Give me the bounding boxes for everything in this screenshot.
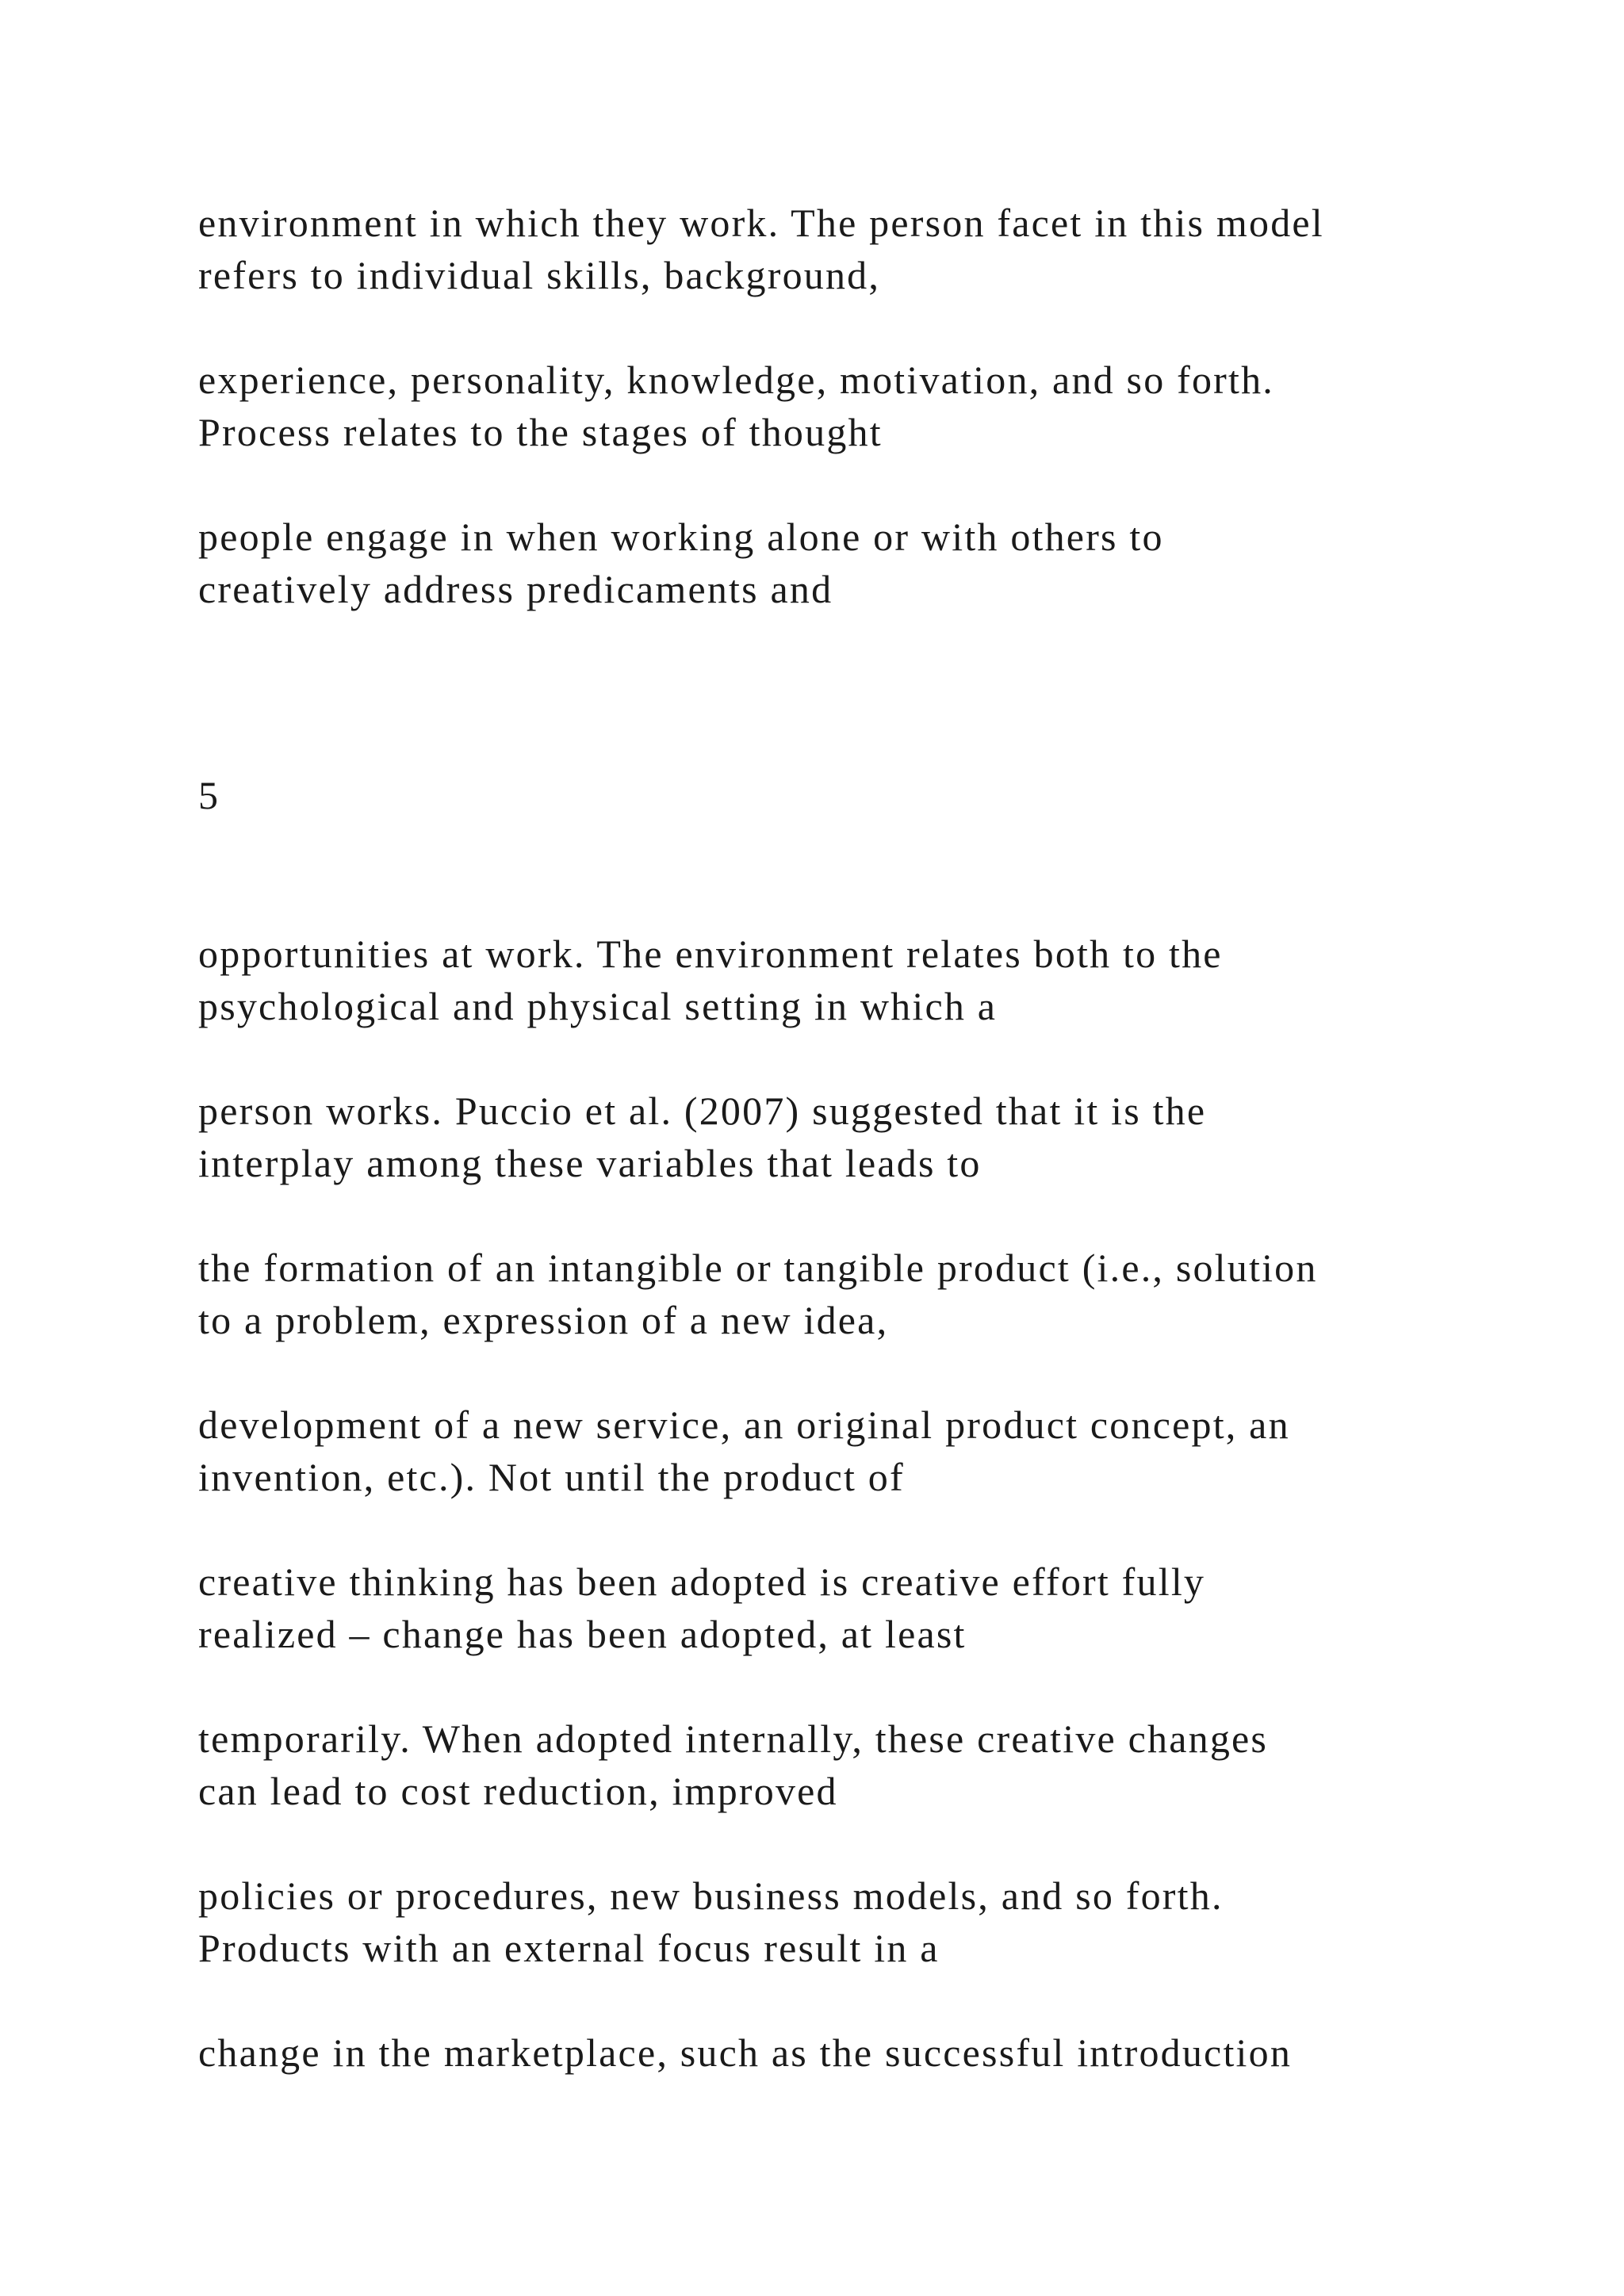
page-number: 5 [198, 773, 220, 817]
paragraph [198, 928, 1562, 1032]
text-line: to a problem, expression of a new idea, [198, 1298, 889, 1342]
text-line: policies or procedures, new business models, and so forth. [198, 1873, 1224, 1918]
text-line: psychological and physical setting in which a [198, 984, 998, 1028]
paragraph [198, 2026, 1562, 2079]
paragraph [198, 1712, 1562, 1817]
text-line: Products with an external focus result in a [198, 1926, 940, 1970]
paragraph [198, 354, 1562, 458]
paragraph [198, 197, 1562, 301]
text-line: invention, etc.). Not until the product of [198, 1455, 905, 1499]
text-line: refers to individual skills, background, [198, 253, 881, 297]
text-line: experience, personality, knowledge, motivation, and so forth. [198, 358, 1275, 402]
text-line: creative thinking has been adopted is creative effort fully [198, 1559, 1206, 1604]
text-line: can lead to cost reduction, improved [198, 1769, 838, 1813]
paragraph [198, 1869, 1562, 1974]
text-line: environment in which they work. The person facet in this model [198, 201, 1324, 245]
paragraph [198, 511, 1562, 615]
text-line: Process relates to the stages of thought [198, 410, 883, 454]
text-line: development of a new service, an original product concept, an [198, 1402, 1290, 1447]
text-line: opportunities at work. The environment relates both to the [198, 932, 1223, 976]
paragraph [198, 1085, 1562, 1189]
paragraph [198, 1399, 1562, 1503]
text-line: realized – change has been adopted, at least [198, 1612, 967, 1656]
paragraph [198, 1556, 1562, 1660]
paragraph [198, 1242, 1562, 1346]
text-line: people engage in when working alone or with others to [198, 515, 1164, 559]
text-line: interplay among these variables that leads to [198, 1141, 982, 1185]
text-line: change in the marketplace, such as the successful introduction [198, 2030, 1293, 2075]
text-line: temporarily. When adopted internally, these creative changes [198, 1716, 1269, 1761]
text-line: person works. Puccio et al. (2007) suggested that it is the [198, 1089, 1207, 1133]
text-line: the formation of an intangible or tangible product (i.e., solution [198, 1246, 1318, 1290]
text-line: creatively address predicaments and [198, 567, 833, 611]
